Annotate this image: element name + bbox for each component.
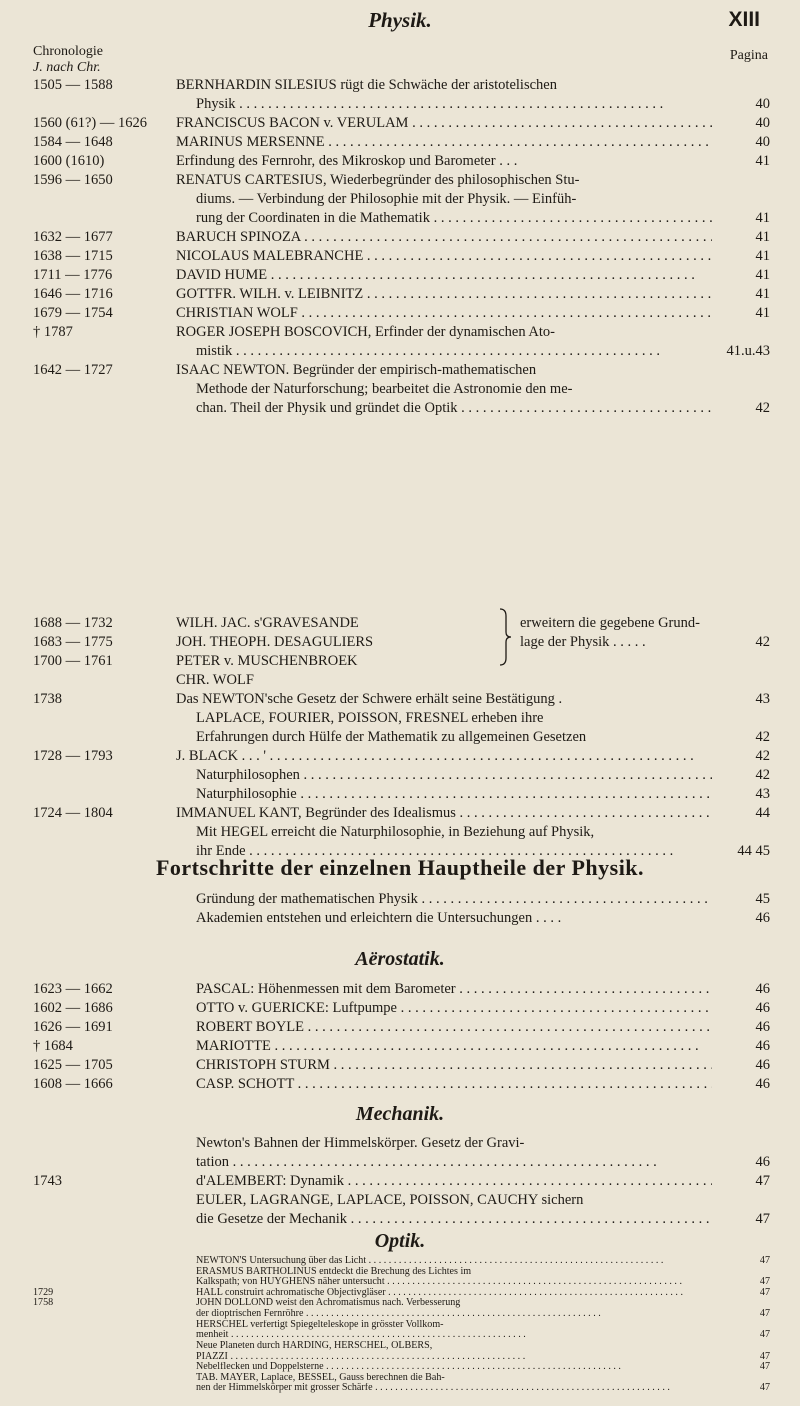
entry-page: 47: [755, 1211, 770, 1227]
list-item: [0, 1341, 800, 1352]
list-item: [0, 1037, 800, 1056]
entry-text: Erfindung des Fernrohr, des Mikroskop und Barometer . . .: [176, 153, 518, 169]
entry-date: 1679 — 1754: [33, 305, 113, 321]
entry-date: 1596 — 1650: [33, 172, 113, 188]
list-item: [0, 747, 800, 766]
entry-text: Nebelflecken und Doppelsterne . . .: [196, 1362, 712, 1373]
list-item: [0, 785, 800, 804]
list-item: [0, 399, 800, 418]
entry-page: 43: [755, 691, 770, 707]
entry-text: NEWTON'S Untersuchung über das Licht . . .: [196, 1256, 712, 1267]
list-item: [0, 361, 800, 380]
list-item: [0, 890, 800, 909]
entry-text: JOH. THEOPH. DESAGULIERS: [176, 634, 374, 650]
entry-date: 1638 — 1715: [33, 248, 113, 264]
entry-page: 45: [755, 891, 770, 907]
list-item: [0, 1383, 800, 1394]
list-item: [0, 671, 800, 690]
list-item: [0, 171, 800, 190]
entry-page: 41: [755, 248, 770, 264]
entry-text: menheit . . .: [196, 1330, 712, 1341]
list-item: [0, 728, 800, 747]
list-item: [0, 1288, 800, 1299]
list-item: [0, 323, 800, 342]
entry-date: 1758: [33, 1298, 54, 1309]
entry-page: 44: [755, 805, 770, 821]
entry-date: 1728 — 1793: [33, 748, 113, 764]
brace-note-line1: erweitern die gegebene Grund-: [520, 615, 700, 631]
list-item: [0, 228, 800, 247]
entry-text: MARIOTTE . . .: [196, 1037, 712, 1056]
list-item: [0, 709, 800, 728]
list-item: [0, 980, 800, 999]
section-heading-aerostatik: Aërostatik.: [355, 948, 445, 970]
entry-text: HERSCHEL verfertigt Spiegelteleskope in grösster Vollkom-: [196, 1319, 444, 1330]
entry-page: 46: [755, 1038, 770, 1054]
entry-date: 1688 — 1732: [33, 615, 113, 631]
list-item: [0, 133, 800, 152]
entry-date: 1632 — 1677: [33, 229, 113, 245]
entry-date: 1505 — 1588: [33, 77, 113, 93]
entry-page: 47: [759, 1276, 770, 1288]
list-item: [0, 1352, 800, 1363]
entry-page: 44 45: [737, 843, 770, 859]
entry-date: 1724 — 1804: [33, 805, 113, 821]
list-item: [0, 999, 800, 1018]
list-item: [0, 652, 800, 671]
entry-date: 1700 — 1761: [33, 653, 113, 669]
column-header-chronology: Chronologie: [33, 44, 103, 59]
entry-page: 41: [755, 153, 770, 169]
entry-page: 43: [755, 786, 770, 802]
brace-page-row: [0, 633, 800, 652]
entry-text: ROBERT BOYLE . . .: [196, 1018, 712, 1037]
list-item: [0, 76, 800, 95]
entry-page: 46: [755, 1019, 770, 1035]
entry-text: GOTTFR. WILH. v. LEIBNITZ . . .: [176, 285, 712, 304]
entry-page: 41: [755, 210, 770, 226]
list-item: [0, 823, 800, 842]
entry-date: 1602 — 1686: [33, 1000, 113, 1016]
entry-page: 41: [755, 286, 770, 302]
section-heading-fortschritte: Fortschritte der einzelnen Hauptheile der Physik.: [155, 855, 645, 880]
list-item: [0, 266, 800, 285]
entry-text: Naturphilosophen . . .: [196, 766, 712, 785]
entry-page: 47: [759, 1329, 770, 1341]
entry-date: 1623 — 1662: [33, 981, 113, 997]
list-item: [0, 1277, 800, 1288]
running-header: [0, 4, 800, 40]
entry-text: BERNHARDIN SILESIUS rügt die Schwäche der aristotelischen: [176, 77, 557, 93]
list-item: [0, 804, 800, 823]
section-heading-optik: Optik.: [374, 1230, 426, 1252]
entry-page: 46: [755, 910, 770, 926]
list-item: [0, 1267, 800, 1278]
entry-page: 41: [755, 229, 770, 245]
entry-text: Physik . . .: [196, 95, 712, 114]
entry-page: 47: [759, 1308, 770, 1320]
list-item: [0, 247, 800, 266]
entry-text: ERASMUS BARTHOLINUS entdeckt die Brechung des Lichtes im: [196, 1266, 472, 1277]
entry-page: 42: [755, 400, 770, 416]
entry-page: 46: [755, 1076, 770, 1092]
list-item: [0, 380, 800, 399]
list-item: [0, 1298, 800, 1309]
list-item: [0, 1210, 800, 1229]
entry-text: Das NEWTON'sche Gesetz der Schwere erhält seine Bestätigung .: [176, 691, 563, 707]
entry-date: † 1684: [33, 1038, 73, 1054]
entry-text: FRANCISCUS BACON v. VERULAM . . .: [176, 114, 712, 133]
entry-text: PETER v. MUSCHENBROEK: [176, 653, 358, 669]
entry-page: 40: [755, 115, 770, 131]
entry-text: TAB. MAYER, Laplace, BESSEL, Gauss berechnen die Bah-: [196, 1372, 445, 1383]
entry-text: Methode der Naturforschung; bearbeitet die Astronomie den me-: [196, 381, 573, 397]
list-item: [0, 1134, 800, 1153]
entry-text: NICOLAUS MALEBRANCHE . . .: [176, 247, 712, 266]
column-header-pagina: Pagina: [729, 48, 768, 63]
list-item: [0, 690, 800, 709]
entry-date: 1560 (61?) — 1626: [33, 115, 147, 131]
entry-date: 1625 — 1705: [33, 1057, 113, 1073]
entry-text: OTTO v. GUERICKE: Luftpumpe . . .: [196, 999, 712, 1018]
list-item: [0, 342, 800, 361]
entry-date: 1584 — 1648: [33, 134, 113, 150]
entry-text: DAVID HUME . . .: [176, 266, 712, 285]
entry-text: RENATUS CARTESIUS, Wiederbegründer des philosophischen Stu-: [176, 172, 580, 188]
entry-date: 1683 — 1775: [33, 634, 113, 650]
entry-page: 41: [755, 305, 770, 321]
entry-page: 47: [755, 1173, 770, 1189]
entry-date: 1646 — 1716: [33, 286, 113, 302]
entry-date: † 1787: [33, 324, 73, 340]
entry-page: 47: [759, 1382, 770, 1394]
entry-text: ROGER JOSEPH BOSCOVICH, Erfinder der dynamischen Ato-: [176, 324, 555, 340]
entry-text: mistik . . .: [196, 342, 712, 361]
entry-text: IMMANUEL KANT, Begründer des Idealismus . . .: [176, 804, 712, 823]
page-number: XIII: [728, 8, 760, 31]
entry-date: 1600 (1610): [33, 153, 105, 169]
entry-page: 47: [759, 1361, 770, 1373]
entry-text: CHRISTOPH STURM . . .: [196, 1056, 712, 1075]
entry-text: ISAAC NEWTON. Begründer der empirisch-mathematischen: [176, 362, 537, 378]
entry-page: 46: [755, 1154, 770, 1170]
entry-page: 40: [755, 134, 770, 150]
entry-text: MARINUS MERSENNE . . .: [176, 133, 712, 152]
entry-text: EULER, LAGRANGE, LAPLACE, POISSON, CAUCHY sichern: [196, 1192, 584, 1208]
entry-text: nen der Himmelskörper mit grosser Schärfe . . .: [196, 1383, 712, 1394]
list-item: [0, 1153, 800, 1172]
entry-text: Neue Planeten durch HARDING, HERSCHEL, OLBERS,: [196, 1340, 433, 1351]
entry-page: 46: [755, 1057, 770, 1073]
entry-text: die Gesetze der Mechanik . . .: [196, 1210, 712, 1229]
entry-text: PASCAL: Höhenmessen mit dem Barometer . . .: [196, 980, 712, 999]
entry-page: 46: [755, 1000, 770, 1016]
entry-text: Akademien entstehen und erleichtern die Untersuchungen . . . .: [196, 910, 562, 926]
entry-page: 41.u.43: [726, 343, 770, 359]
entry-text: CHR. WOLF: [176, 672, 254, 688]
entry-page: 46: [755, 981, 770, 997]
entry-text: chan. Theil der Physik und gründet die Optik . . .: [196, 399, 712, 418]
list-item: [0, 1256, 800, 1267]
entry-page: 42: [755, 767, 770, 783]
list-item: [0, 95, 800, 114]
entry-text: WILH. JAC. s'GRAVESANDE: [176, 615, 359, 631]
page-title: Physik.: [368, 8, 432, 32]
entry-date: 1711 — 1776: [33, 267, 113, 283]
list-item: [0, 304, 800, 323]
entry-text: PIAZZI . . .: [196, 1352, 712, 1363]
list-item: [0, 1018, 800, 1037]
entry-text: CHRISTIAN WOLF . . .: [176, 304, 712, 323]
list-item: [0, 1320, 800, 1331]
entry-page: 42: [755, 748, 770, 764]
list-item: [0, 285, 800, 304]
brace-note-line2: lage der Physik . . . . .: [520, 634, 646, 650]
entry-page: 42: [755, 729, 770, 745]
entry-date: 1738: [33, 691, 62, 707]
entry-text: d'ALEMBERT: Dynamik . . .: [196, 1172, 712, 1191]
list-item: [0, 1330, 800, 1341]
entry-text: HALL construirt achromatische Objectivgläser . . .: [196, 1288, 712, 1299]
column-header-era: J. nach Chr.: [33, 60, 101, 75]
entry-date: 1626 — 1691: [33, 1019, 113, 1035]
entry-page: 47: [759, 1255, 770, 1266]
entry-date: 1743: [33, 1173, 62, 1189]
entry-text: Mit HEGEL erreicht die Naturphilosophie, in Beziehung auf Physik,: [196, 824, 595, 840]
entry-text: Erfahrungen durch Hülfe der Mathematik zu allgemeinen Gesetzen: [196, 729, 587, 745]
list-item: [0, 1191, 800, 1210]
list-item: [0, 209, 800, 228]
list-item: [0, 766, 800, 785]
entry-page: 40: [755, 96, 770, 112]
list-item: [0, 1373, 800, 1384]
list-item: [0, 1075, 800, 1094]
entry-text: JOHN DOLLOND weist den Achromatismus nach. Verbesserung: [196, 1298, 461, 1309]
list-item: [0, 114, 800, 133]
entry-page: 47: [759, 1286, 770, 1298]
brace-page: 42: [755, 634, 770, 650]
list-item: [0, 152, 800, 171]
list-item: [0, 1362, 800, 1373]
entry-text: rung der Coordinaten in die Mathematik . . .: [196, 209, 712, 228]
entry-page: 41: [755, 267, 770, 283]
list-item: [0, 190, 800, 209]
entry-date: 1729: [33, 1287, 54, 1298]
entry-text: der dioptrischen Fernröhre . . .: [196, 1309, 712, 1320]
list-item: [0, 1172, 800, 1191]
entry-text: LAPLACE, FOURIER, POISSON, FRESNEL erheben ihre: [196, 710, 544, 726]
entry-text: Gründung der mathematischen Physik . . .: [196, 890, 712, 909]
entry-date: 1608 — 1666: [33, 1076, 113, 1092]
entry-text: Kalkspath; von HUYGHENS näher untersucht . . .: [196, 1277, 712, 1288]
section-heading-mechanik: Mechanik.: [355, 1103, 445, 1125]
entry-text: J. BLACK . . . ' . . .: [176, 747, 712, 766]
list-item: [0, 1309, 800, 1320]
entry-text: diums. — Verbindung der Philosophie mit der Physik. — Einfüh-: [196, 191, 577, 207]
entry-text: Newton's Bahnen der Himmelskörper. Gesetz der Gravi-: [196, 1135, 525, 1151]
list-item: [0, 1056, 800, 1075]
list-item: [0, 909, 800, 928]
entry-text: tation . . .: [196, 1153, 712, 1172]
entry-text: BARUCH SPINOZA . . .: [176, 228, 712, 247]
entry-text: Naturphilosophie . . .: [196, 785, 712, 804]
entry-date: 1642 — 1727: [33, 362, 113, 378]
entry-text: ihr Ende . . .: [196, 842, 712, 861]
entry-page: 47: [759, 1350, 770, 1362]
entry-text: CASP. SCHOTT . . .: [196, 1075, 712, 1094]
